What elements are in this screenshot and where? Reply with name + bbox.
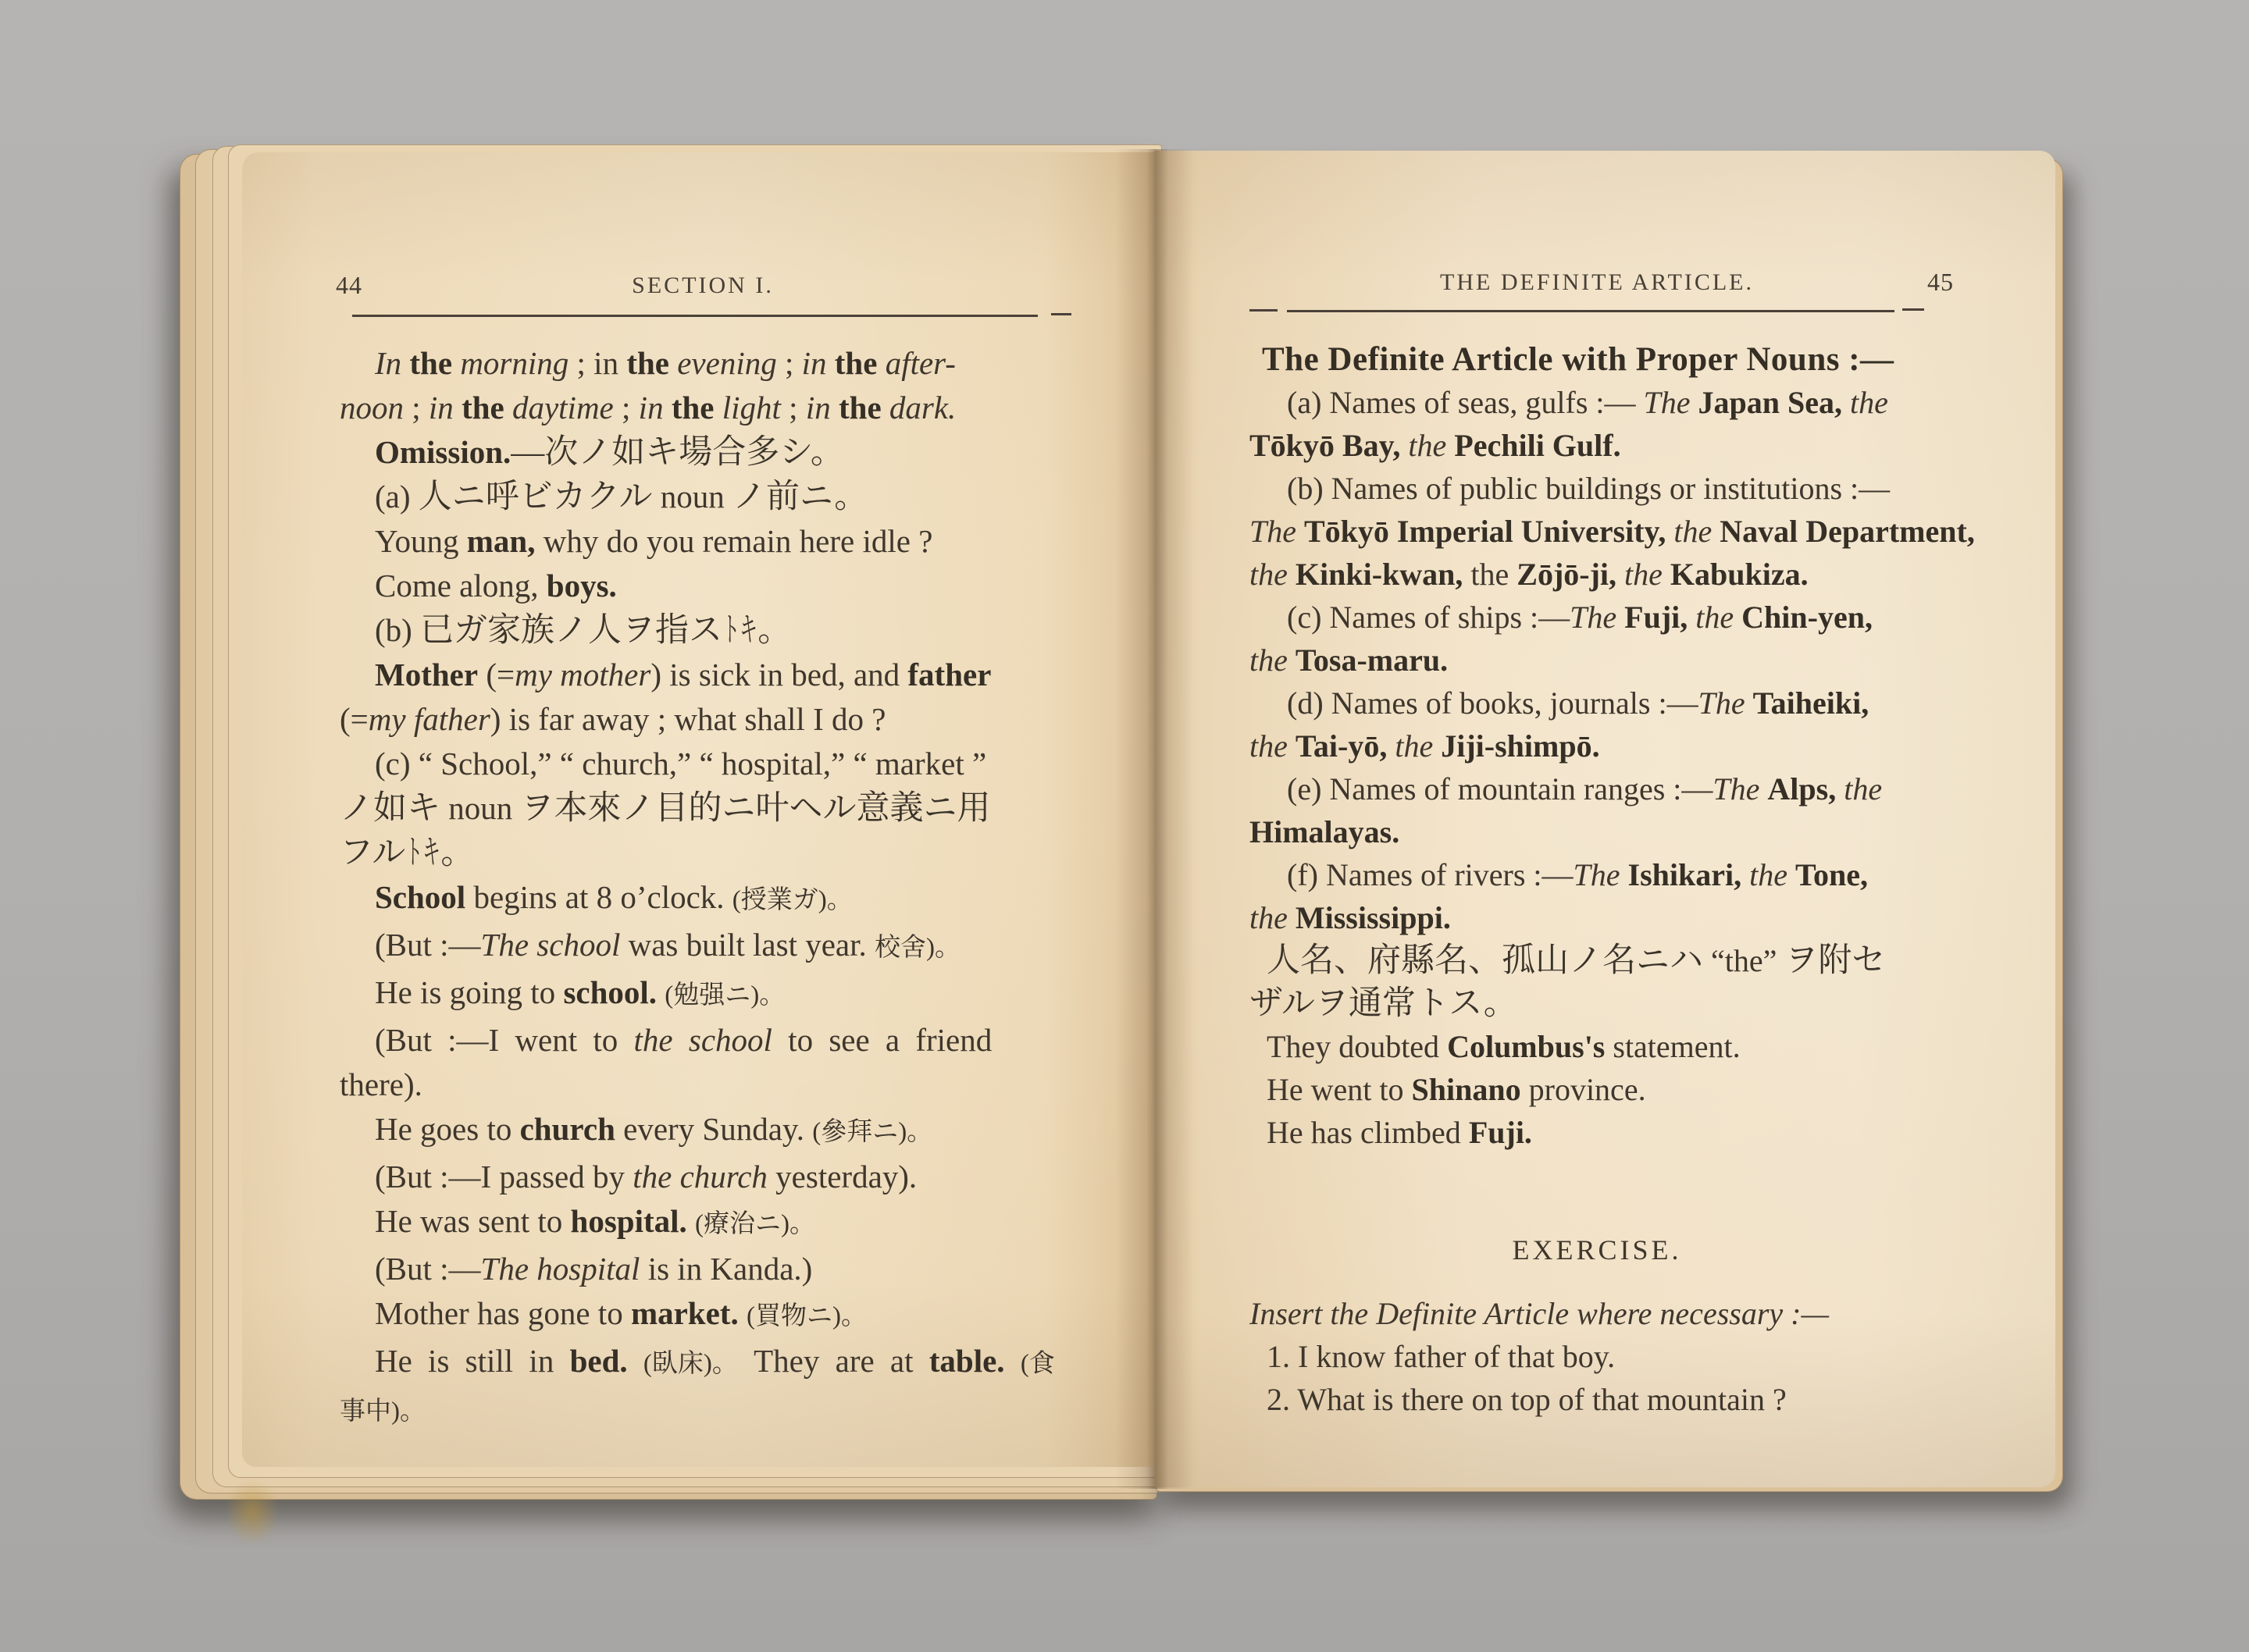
- text-line: [1249, 982, 2040, 1025]
- text-line: [1249, 639, 2040, 682]
- text-segment: The: [1698, 685, 1745, 721]
- text-segment: [669, 345, 677, 381]
- text-segment: Fuji.: [1468, 1115, 1532, 1150]
- text-segment: (b) Names of public buildings or institutions :—: [1287, 471, 1891, 506]
- text-segment: dark.: [889, 390, 957, 425]
- text-segment: was built last year.: [620, 927, 875, 963]
- text-line: [1249, 853, 2040, 896]
- text-line: [340, 475, 1113, 519]
- text-segment: [1616, 600, 1624, 635]
- text-line: [340, 1155, 1113, 1199]
- text-segment: the: [1249, 728, 1288, 764]
- text-segment: He went to: [1267, 1072, 1412, 1107]
- text-segment: トキ: [405, 835, 441, 871]
- text-line: [1249, 381, 2040, 424]
- text-segment: He is still in: [375, 1343, 570, 1379]
- text-segment: The: [1249, 514, 1296, 549]
- text-line: [1249, 510, 2040, 553]
- text-segment: Mother: [375, 657, 479, 692]
- text-segment: The school: [480, 927, 621, 963]
- text-line: [1249, 596, 2040, 639]
- text-segment: (But :—: [375, 1251, 481, 1287]
- text-segment: (勉强ニ)。: [665, 981, 786, 1009]
- text-segment: 。: [440, 835, 475, 871]
- header-rule-dash: [1051, 313, 1071, 315]
- text-segment: (c) “ School,” “ church,” “ hospital,” “ market ”: [375, 746, 987, 781]
- text-segment: father: [907, 657, 992, 692]
- text-line: [1249, 1111, 2040, 1154]
- text-segment: the: [1408, 428, 1447, 463]
- text-segment: [628, 1343, 643, 1379]
- text-line: [1249, 424, 2040, 467]
- text-segment: 2. What is there on top of that mountain ?: [1267, 1382, 1787, 1417]
- text-line: [1249, 810, 2040, 853]
- text-segment: [1741, 857, 1749, 892]
- text-segment: [1688, 600, 1695, 635]
- text-segment: Tosa-maru.: [1295, 643, 1449, 678]
- text-line: [1249, 725, 2040, 767]
- text-segment: the school: [633, 1022, 772, 1058]
- left-page: [242, 152, 1154, 1467]
- text-segment: [1433, 728, 1441, 764]
- text-segment: (But :—: [375, 927, 481, 963]
- text-segment: in: [428, 390, 454, 425]
- text-segment: table.: [928, 1343, 1005, 1379]
- text-line: [340, 697, 1113, 742]
- text-line: [1249, 467, 2040, 510]
- header-rule-dash: [1902, 308, 1924, 311]
- text-segment: my father: [368, 701, 490, 737]
- text-line: [340, 519, 1113, 564]
- text-segment: the: [1695, 600, 1734, 635]
- text-segment: the: [830, 390, 889, 425]
- text-line: [1249, 767, 2040, 810]
- text-segment: ヲ附セ: [1784, 942, 1886, 979]
- left-page-text: [340, 341, 1113, 1434]
- running-header: SECTION I.: [632, 272, 774, 298]
- text-segment: light: [722, 390, 781, 425]
- text-segment: Insert the Definite Article where necessary :—: [1249, 1296, 1830, 1331]
- text-segment: the: [1624, 557, 1663, 592]
- text-segment: (食: [1020, 1350, 1055, 1378]
- text-segment: (=: [340, 701, 369, 737]
- text-segment: Japan Sea,: [1698, 385, 1843, 420]
- text-segment: (療治ニ)。: [695, 1210, 815, 1238]
- text-segment: [1836, 771, 1844, 806]
- text-segment: Tai-yō,: [1295, 728, 1388, 764]
- text-segment: Naval Department,: [1720, 514, 1975, 549]
- text-segment: man,: [466, 523, 536, 559]
- text-segment: The: [1573, 857, 1620, 892]
- text-segment: the: [1249, 557, 1288, 592]
- text-segment: (But :—I passed by: [375, 1159, 633, 1194]
- text-segment: the: [401, 345, 461, 381]
- text-segment: ;: [776, 345, 802, 381]
- text-segment: in: [805, 390, 831, 425]
- text-segment: “the”: [1703, 943, 1785, 978]
- text-segment: the: [1395, 728, 1434, 764]
- text-segment: [1446, 428, 1454, 463]
- text-line: [340, 1387, 1113, 1434]
- text-segment: noun: [440, 790, 521, 826]
- text-segment: [687, 1203, 695, 1239]
- text-line: [1249, 338, 2040, 381]
- text-segment: [1620, 857, 1628, 892]
- text-line: [1249, 682, 2040, 725]
- text-line: [1249, 1378, 2040, 1421]
- text-segment: ヲ本來ノ目的ニ叶ヘル意義ニ用: [520, 790, 991, 827]
- text-segment: Taiheiki,: [1752, 685, 1869, 721]
- text-segment: (買物ニ)。: [746, 1302, 867, 1330]
- header-rule-dash: [1249, 309, 1278, 312]
- page-number: 44: [336, 271, 362, 299]
- text-segment: the: [1249, 643, 1288, 678]
- text-segment: there).: [340, 1066, 422, 1102]
- text-segment: to see a friend: [772, 1022, 993, 1058]
- text-segment: Columbus's: [1447, 1029, 1606, 1064]
- text-segment: 事中)。: [340, 1397, 426, 1426]
- text-segment: Chin-yen,: [1741, 600, 1873, 635]
- text-segment: [1842, 385, 1850, 420]
- text-segment: (b): [375, 612, 421, 648]
- text-segment: market.: [630, 1295, 739, 1331]
- text-segment: フル: [340, 835, 406, 871]
- text-line: [340, 1199, 1113, 1247]
- text-line: [340, 923, 1113, 970]
- text-line: [1249, 939, 2040, 982]
- text-segment: Fuji,: [1624, 600, 1688, 635]
- text-segment: In: [375, 345, 402, 381]
- text-line: [340, 831, 1113, 875]
- text-segment: [1759, 771, 1767, 806]
- text-line: [1249, 896, 2040, 939]
- text-segment: [1745, 685, 1753, 721]
- text-segment: [1712, 514, 1720, 549]
- text-segment: every Sunday.: [615, 1111, 813, 1147]
- text-segment: Shinano: [1411, 1072, 1521, 1107]
- text-segment: Kinki-kwan,: [1295, 557, 1463, 592]
- text-segment: (e) Names of mountain ranges :—: [1287, 771, 1713, 806]
- text-segment: [1691, 385, 1698, 420]
- text-segment: [1787, 857, 1795, 892]
- text-segment: Young: [375, 523, 467, 559]
- text-segment: is in Kanda.): [640, 1251, 813, 1287]
- paper-stain: [225, 1479, 280, 1545]
- text-segment: Tone,: [1795, 857, 1869, 892]
- text-segment: ;: [613, 390, 639, 425]
- text-segment: (f) Names of rivers :—: [1287, 857, 1574, 892]
- text-segment: the: [1850, 385, 1888, 420]
- header-rule: [1287, 310, 1894, 312]
- text-segment: [1663, 557, 1670, 592]
- text-segment: the: [453, 390, 512, 425]
- text-segment: [657, 974, 665, 1010]
- text-segment: (授業ガ)。: [732, 886, 853, 914]
- text-segment: (=: [478, 657, 515, 692]
- text-line: [340, 430, 1113, 475]
- text-segment: 1. I know father of that boy.: [1267, 1339, 1616, 1374]
- text-segment: [1734, 600, 1741, 635]
- text-segment: He was sent to: [375, 1203, 571, 1239]
- text-segment: ) is far away ; what shall I do ?: [490, 701, 886, 737]
- text-line: [1249, 1335, 2040, 1378]
- text-segment: in: [801, 345, 827, 381]
- text-segment: —次ノ如キ場合多シ。: [511, 434, 844, 471]
- text-segment: [1387, 728, 1395, 764]
- exercise-text: [1249, 1292, 2040, 1421]
- header-rule: [352, 315, 1038, 317]
- text-line: [340, 1018, 1113, 1063]
- text-segment: [1288, 643, 1296, 678]
- text-segment: Zōjō-ji,: [1517, 557, 1617, 592]
- text-line: [340, 786, 1113, 831]
- text-segment: 已ガ家族ノ人ヲ指ス: [420, 612, 723, 649]
- text-segment: yesterday).: [767, 1159, 918, 1194]
- text-segment: He is going to: [375, 974, 564, 1010]
- text-segment: They are at: [737, 1343, 929, 1379]
- text-segment: [1400, 428, 1408, 463]
- text-segment: in: [638, 390, 664, 425]
- text-line: [340, 386, 1113, 430]
- text-segment: (參拜ニ)。: [812, 1118, 933, 1146]
- text-segment: ;: [404, 390, 429, 425]
- text-segment: the: [1249, 900, 1288, 935]
- text-line: [340, 875, 1113, 923]
- text-segment: evening: [677, 345, 777, 381]
- text-segment: Omission.: [375, 434, 511, 470]
- text-line: [1249, 1068, 2040, 1111]
- text-segment: The Definite Article with Proper Nouns :—: [1262, 341, 1894, 378]
- text-segment: statement.: [1605, 1029, 1741, 1064]
- text-line: [340, 970, 1113, 1018]
- text-segment: (a): [375, 479, 419, 514]
- text-segment: ; in: [568, 345, 627, 381]
- page-number: 45: [1927, 268, 1954, 296]
- text-segment: The: [1570, 600, 1617, 635]
- text-segment: school.: [563, 974, 658, 1010]
- text-segment: the church: [633, 1159, 768, 1194]
- text-segment: 。: [757, 612, 792, 649]
- text-segment: province.: [1520, 1072, 1646, 1107]
- text-segment: ノ前ニ。: [732, 479, 868, 515]
- text-segment: Himalayas.: [1249, 814, 1400, 849]
- text-segment: the: [626, 345, 669, 381]
- text-line: [340, 608, 1113, 653]
- text-segment: Mississippi.: [1295, 900, 1451, 935]
- text-segment: Tōkyō Imperial University,: [1304, 514, 1666, 549]
- text-segment: after-: [885, 345, 956, 381]
- text-segment: why do you remain here idle ?: [535, 523, 933, 559]
- text-line: [1249, 1025, 2040, 1068]
- text-segment: (c) Names of ships :—: [1287, 600, 1570, 635]
- text-segment: the: [1749, 857, 1788, 892]
- text-segment: The hospital: [480, 1251, 640, 1287]
- text-line: [340, 653, 1113, 697]
- text-segment: hospital.: [570, 1203, 687, 1239]
- text-line: [340, 341, 1113, 386]
- exercise-heading: EXERCISE.: [1512, 1234, 1682, 1266]
- text-segment: church: [519, 1111, 615, 1147]
- text-segment: (臥床)。: [643, 1350, 738, 1378]
- text-line: [340, 742, 1113, 786]
- text-segment: (a) Names of seas, gulfs :—: [1287, 385, 1644, 420]
- book: [178, 143, 2055, 1503]
- text-segment: トキ: [722, 612, 757, 649]
- text-segment: [1296, 514, 1304, 549]
- text-segment: Kabukiza.: [1670, 557, 1809, 592]
- text-segment: The: [1643, 385, 1691, 420]
- text-segment: the: [826, 345, 886, 381]
- text-segment: ;: [780, 390, 806, 425]
- text-segment: 人ニ呼ビカクル: [418, 479, 653, 515]
- text-segment: the: [1844, 771, 1883, 806]
- text-line: [340, 1107, 1113, 1155]
- text-segment: noon: [340, 390, 404, 425]
- text-segment: [1005, 1343, 1021, 1379]
- text-line: [340, 564, 1113, 608]
- text-segment: my mother: [515, 657, 651, 692]
- text-segment: Alps,: [1767, 771, 1837, 806]
- text-segment: Mother has gone to: [375, 1295, 631, 1331]
- text-segment: 人名、府縣名、孤山ノ名ニハ: [1267, 942, 1703, 979]
- text-segment: [1288, 728, 1296, 764]
- text-segment: Come along,: [375, 568, 547, 603]
- text-segment: Ishikari,: [1627, 857, 1742, 892]
- text-segment: [1288, 557, 1296, 592]
- text-segment: [1288, 900, 1296, 935]
- text-segment: [739, 1295, 747, 1331]
- text-segment: (But :—I went to: [375, 1022, 634, 1058]
- text-segment: daytime: [511, 390, 614, 425]
- text-segment: [1616, 557, 1624, 592]
- text-segment: (d) Names of books, journals :—: [1287, 685, 1698, 721]
- text-segment: noun: [652, 479, 732, 514]
- text-segment: bed.: [569, 1343, 628, 1379]
- text-segment: He goes to: [375, 1111, 520, 1147]
- right-page-text: [1249, 338, 2040, 1154]
- text-segment: the: [663, 390, 722, 425]
- text-segment: He has climbed: [1267, 1115, 1469, 1150]
- text-segment: the: [1463, 557, 1517, 592]
- text-segment: the: [1673, 514, 1713, 549]
- text-line: [1249, 553, 2040, 596]
- text-segment: begins at 8 o’clock.: [465, 879, 732, 915]
- text-segment: Tōkyō Bay,: [1249, 428, 1401, 463]
- text-line: [340, 1247, 1113, 1291]
- text-segment: boys.: [546, 568, 617, 603]
- text-segment: They doubted: [1267, 1029, 1448, 1064]
- text-line: [340, 1339, 1113, 1387]
- text-segment: Jiji-shimpō.: [1441, 728, 1600, 764]
- right-page: [1154, 151, 2055, 1487]
- text-segment: ザルヲ通常トス。: [1249, 985, 1517, 1022]
- text-segment: [1666, 514, 1673, 549]
- text-line: [340, 1063, 1113, 1107]
- text-segment: Pechili Gulf.: [1454, 428, 1621, 463]
- text-segment: School: [375, 879, 466, 915]
- text-line: [340, 1291, 1113, 1339]
- text-segment: 校舍)。: [875, 934, 961, 962]
- text-segment: The: [1713, 771, 1760, 806]
- text-segment: morning: [460, 345, 569, 381]
- running-header: THE DEFINITE ARTICLE.: [1440, 269, 1754, 295]
- text-line: [1249, 1292, 2040, 1335]
- text-segment: ノ如キ: [340, 790, 440, 827]
- text-segment: ) is sick in bed, and: [650, 657, 908, 692]
